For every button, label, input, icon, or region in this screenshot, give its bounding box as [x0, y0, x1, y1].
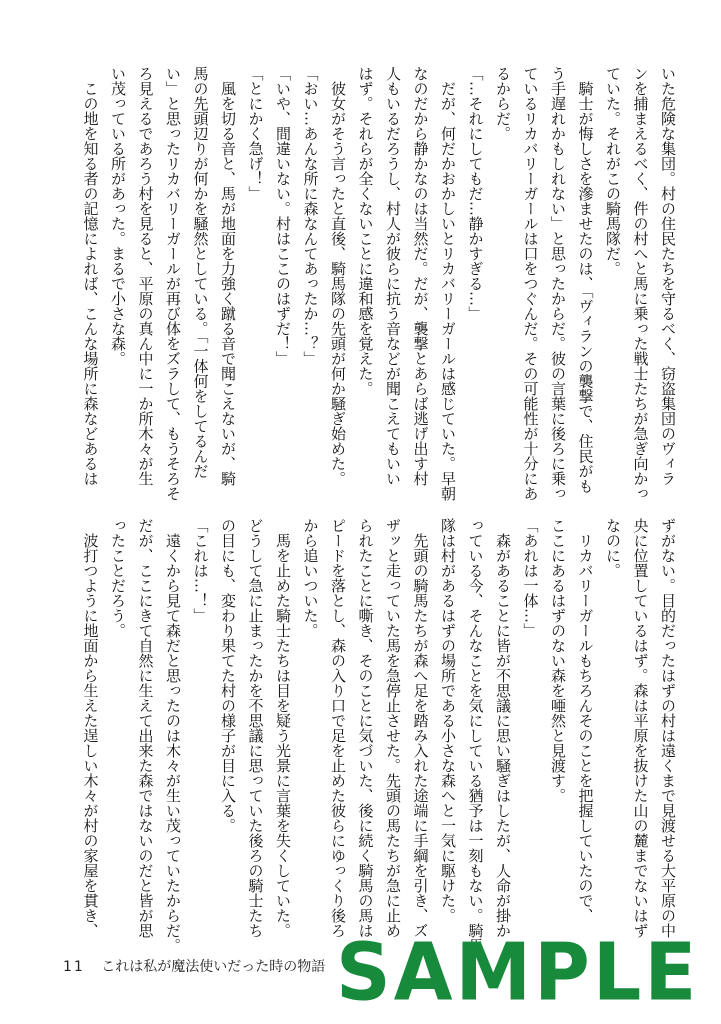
text-line: 「…それにしてもだ…静かすぎる…」: [466, 66, 485, 321]
top-text-block: [76, 66, 681, 501]
sample-stamp: SAMPLE: [336, 924, 700, 1019]
text-line: 波打つように地面から生えた逞しい木々が村の家屋を貫き、: [81, 518, 100, 938]
text-line: られたことに嘶き、そのことに気づいた、後に続く騎馬の馬はス: [356, 518, 375, 953]
text-line: 彼女がそう言ったと直後、騎馬隊の先頭が何か騒ぎ始めた。: [329, 66, 347, 486]
text-line: 央に位置しているはず。森は平原を抜けた山の麓までないはず: [631, 518, 650, 938]
text-line: るからだ。: [494, 66, 512, 141]
text-line: 先頭の騎馬たちが森へ足を踏み入れた途端に手綱を引き、ズ: [411, 518, 430, 938]
text-line: 「これは…！」: [191, 518, 210, 623]
text-line: 隊は村があるはずの場所である小さな森へと一気に駆けた。: [439, 518, 457, 923]
text-line: どうして急に止まったかを不思議に思っていた後ろの騎士たち: [246, 518, 265, 938]
text-line: 風を切る音と、馬が地面を力強く蹴る音で聞こえないが、騎: [219, 66, 237, 486]
text-line: なのに。: [604, 518, 622, 578]
text-line: 森があることに皆が不思議に思い騒ぎはしたが、人命が掛か: [494, 518, 512, 938]
text-line: 騎士が悔しさを滲ませたのは、「ヴィランの襲撃で、住民がも: [576, 66, 595, 494]
text-line: はず。それらが全くないことに違和感を覚えた。: [356, 66, 375, 396]
text-line: 人もいるだろうし、村人が彼らに抗う音などが聞こえてもいい: [384, 66, 402, 486]
text-line: 「とにかく急げ！」: [246, 66, 265, 201]
text-line: ていた。それがこの騎馬隊だ。: [604, 66, 622, 276]
text-line: ここにあるはずのない森を唖然と見渡す。: [549, 518, 567, 803]
text-line: この地を知る者の記憶によれば、こんな場所に森などあるは: [81, 66, 100, 486]
text-line: 「おい…あんな所に森なんてあったか…？」: [301, 66, 320, 366]
bottom-text-block: [76, 518, 681, 953]
text-line: いた危険な集団。村の住民たちを守るべく、窃盗集団のヴィラ: [659, 66, 677, 486]
text-line: の目にも、変わり果てた村の様子が目に入る。: [219, 518, 237, 833]
text-line: から追いついた。: [301, 518, 320, 638]
text-line: ったことだろう。: [109, 518, 127, 638]
text-line: ピードを落とし、森の入り口で足を止めた彼らにゆっくり後ろ: [329, 518, 347, 938]
text-line: ザッと走っていた馬を急停止させた。先頭の馬たちが急に止め: [384, 518, 402, 938]
text-line: 馬の先頭辺りが何かを騒然としている。「一体何をしてるんだ: [191, 66, 210, 479]
text-line: い」と思ったリカバリーガールが再び体をズラして、もうそろそ: [164, 66, 182, 501]
text-line: 「あれは一体…」: [521, 518, 540, 638]
text-line: っている今、そんなことを気にしている猶予は一刻もない。騎馬: [466, 518, 485, 953]
text-line: だが、ここにきて自然に生えて出来た森ではないのだと皆が思: [136, 518, 155, 938]
text-line: リカバリーガールもちろんそのことを把握していたので、: [576, 518, 595, 923]
text-line: 馬を止めた騎士たちは目を疑う光景に言葉を失くしていた。: [274, 518, 292, 938]
page-number: 11: [63, 959, 85, 975]
text-line: だが、何だかおかしいとリカバリーガールは感じていた。早朝: [439, 66, 457, 501]
text-line: 遠くから見て森だと思ったのは木々が生い茂っていたからだ。: [164, 518, 182, 953]
text-line: ているリカバリーガールは口をつぐんだ。その可能性が十分にあ: [521, 66, 540, 501]
page-footer: [63, 956, 325, 976]
text-line: ろ見えるであろう村を見ると、平原の真ん中に一か所木々が生: [136, 66, 155, 486]
text-line: ンを捕まえるべく、件の村へと馬に乗った戦士たちが急ぎ向かっ: [631, 66, 650, 501]
book-title: これは私が魔法使いだった時の物語: [101, 959, 326, 975]
text-line: い茂っている所があった。まるで小さな森。: [109, 66, 127, 366]
text-line: う手遅れかもしれない」と思ったからだ。彼の言葉に後ろに乗っ: [549, 66, 567, 501]
text-line: なのだから静かなのは当然だ。だが、襲撃とあらば逃げ出す村: [411, 66, 430, 486]
text-line: 「いや、間違いない。村はここのはずだ！」: [274, 66, 292, 366]
text-line: ずがない。目的だったはずの村は遠くまで見渡せる大平原の中: [659, 518, 677, 938]
